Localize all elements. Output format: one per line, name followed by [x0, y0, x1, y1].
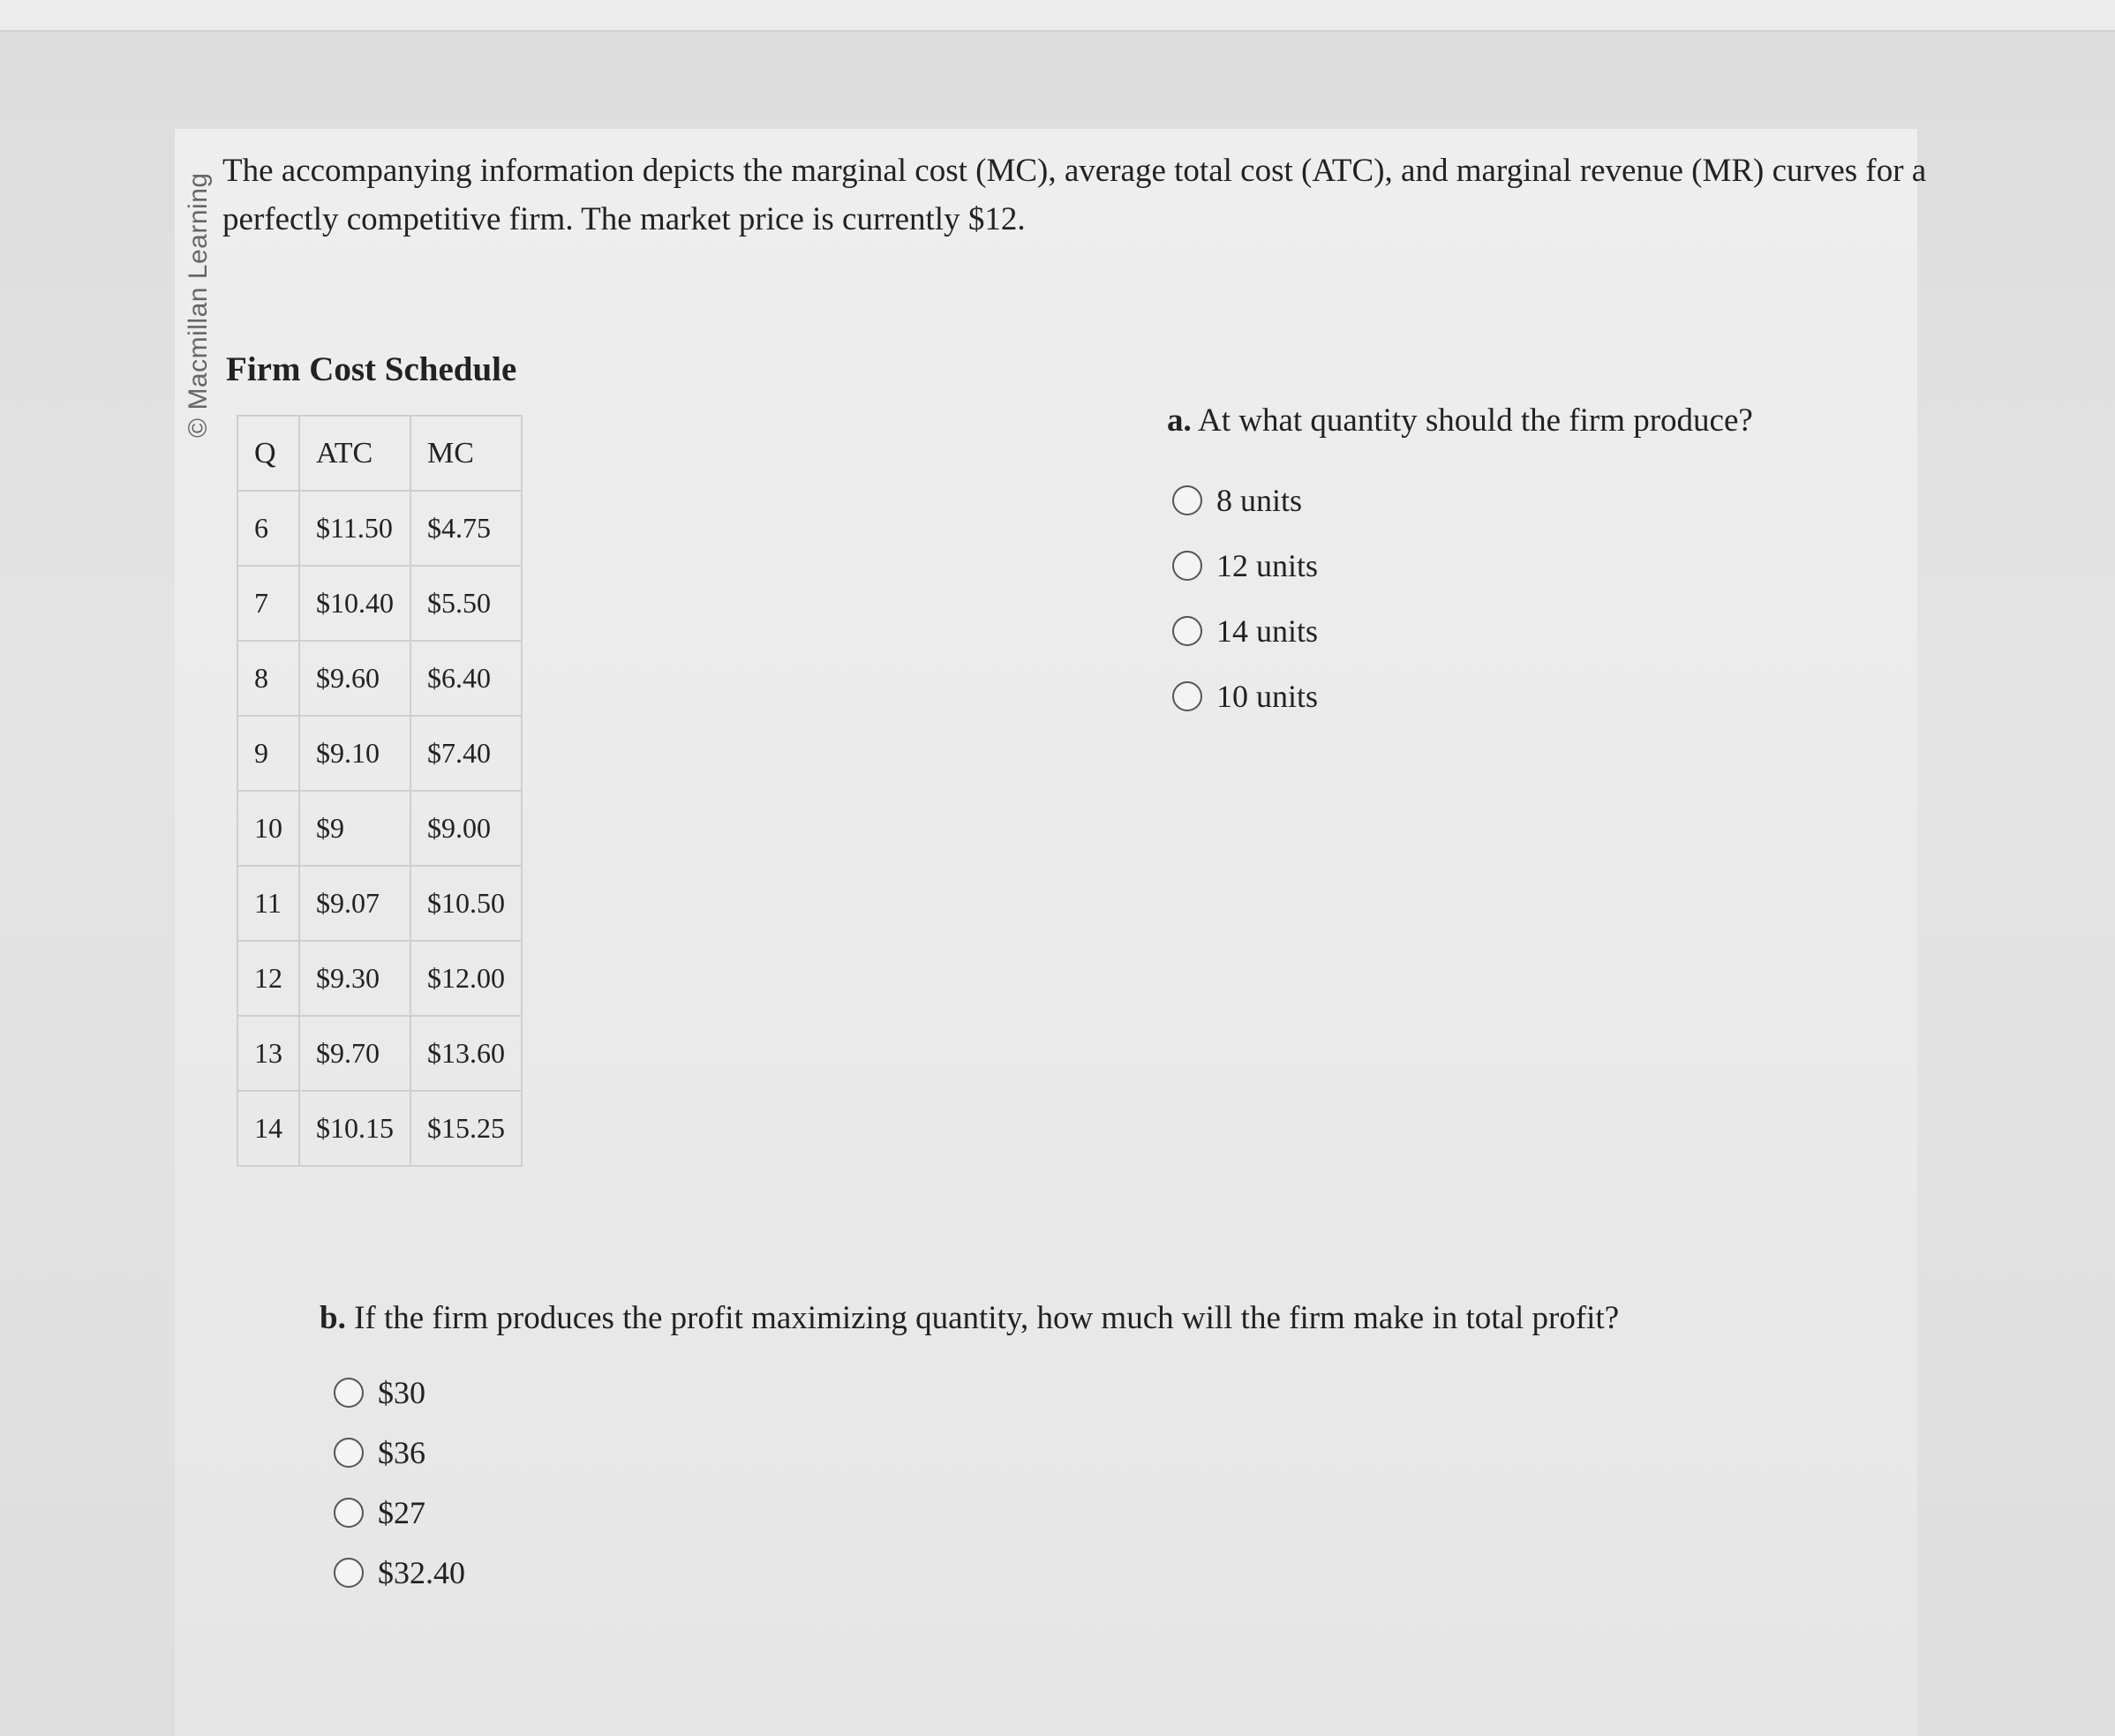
option-a-14-units[interactable]	[1172, 598, 1318, 664]
question-b-prompt	[320, 1299, 1619, 1337]
table-row	[237, 791, 522, 866]
cell-mc: $13.60	[410, 1016, 522, 1091]
cell-q: 9	[237, 716, 299, 791]
schedule-title: Firm Cost Schedule	[226, 350, 517, 388]
option-a-12-units[interactable]	[1172, 533, 1318, 598]
cell-atc: $9.10	[299, 716, 410, 791]
cell-atc: $9	[299, 791, 410, 866]
header-mc: MC	[410, 416, 522, 491]
radio-button[interactable]	[1172, 681, 1202, 711]
cell-atc: $9.30	[299, 941, 410, 1016]
option-label: $30	[378, 1375, 425, 1410]
cell-mc: $7.40	[410, 716, 522, 791]
cell-atc: $9.07	[299, 866, 410, 941]
option-a-10-units[interactable]	[1172, 664, 1318, 729]
cell-mc: $12.00	[410, 941, 522, 1016]
option-label: $27	[378, 1495, 425, 1530]
cell-q: 10	[237, 791, 299, 866]
radio-button[interactable]	[334, 1558, 364, 1588]
option-b-30[interactable]	[334, 1363, 465, 1423]
option-b-32-40[interactable]	[334, 1543, 465, 1603]
cell-q: 11	[237, 866, 299, 941]
question-a-options	[1172, 468, 1318, 729]
cell-q: 12	[237, 941, 299, 1016]
header-atc: ATC	[299, 416, 410, 491]
intro-paragraph: The accompanying information depicts the marginal cost (MC), average total cost (ATC), and marginal revenue (MR) curves for a perfectly competitive firm. The market price is currently $12.	[222, 153, 1927, 237]
option-label: 12 units	[1216, 548, 1319, 583]
radio-button[interactable]	[334, 1438, 364, 1468]
header-q: Q	[237, 416, 299, 491]
cell-atc: $9.70	[299, 1016, 410, 1091]
table-row	[237, 941, 522, 1016]
radio-button[interactable]	[334, 1498, 364, 1528]
cost-schedule-table	[237, 415, 523, 1167]
question-a-prompt	[1167, 402, 1753, 440]
cell-atc: $10.40	[299, 566, 410, 641]
cell-q: 6	[237, 491, 299, 566]
option-label: 14 units	[1216, 613, 1319, 649]
radio-button[interactable]	[334, 1378, 364, 1408]
table-row	[237, 566, 522, 641]
table-row	[237, 716, 522, 791]
radio-button[interactable]	[1172, 485, 1202, 515]
option-label: 10 units	[1216, 679, 1319, 714]
option-label: 8 units	[1216, 483, 1303, 518]
cell-atc: $10.15	[299, 1091, 410, 1166]
cell-mc: $5.50	[410, 566, 522, 641]
option-b-27[interactable]	[334, 1483, 465, 1543]
option-b-36[interactable]	[334, 1423, 465, 1483]
cell-q: 7	[237, 566, 299, 641]
cell-q: 13	[237, 1016, 299, 1091]
cell-mc: $9.00	[410, 791, 522, 866]
cell-mc: $10.50	[410, 866, 522, 941]
question-a-prefix: a.	[1167, 402, 1192, 439]
question-b-prefix: b.	[320, 1300, 346, 1336]
table-row	[237, 1091, 522, 1166]
question-a-text: At what quantity should the firm produce?	[1197, 402, 1753, 439]
cell-mc: $4.75	[410, 491, 522, 566]
cell-atc: $9.60	[299, 641, 410, 716]
option-label: $32.40	[378, 1555, 465, 1590]
copyright-credit	[184, 155, 219, 438]
cell-mc: $15.25	[410, 1091, 522, 1166]
table-row	[237, 1016, 522, 1091]
top-strip	[0, 0, 2115, 32]
table-row	[237, 866, 522, 941]
question-b-text: If the firm produces the profit maximizing quantity, how much will the firm make in total profit?	[354, 1300, 1620, 1336]
option-label: $36	[378, 1435, 425, 1470]
radio-button[interactable]	[1172, 616, 1202, 646]
cell-atc: $11.50	[299, 491, 410, 566]
cell-mc: $6.40	[410, 641, 522, 716]
cell-q: 8	[237, 641, 299, 716]
question-b-options	[334, 1363, 465, 1603]
copyright-credit-text: © Macmillan Learning	[184, 172, 213, 438]
cell-q: 14	[237, 1091, 299, 1166]
table-row	[237, 491, 522, 566]
table-header-row	[237, 416, 522, 491]
option-a-8-units[interactable]	[1172, 468, 1318, 533]
radio-button[interactable]	[1172, 551, 1202, 581]
table-row	[237, 641, 522, 716]
